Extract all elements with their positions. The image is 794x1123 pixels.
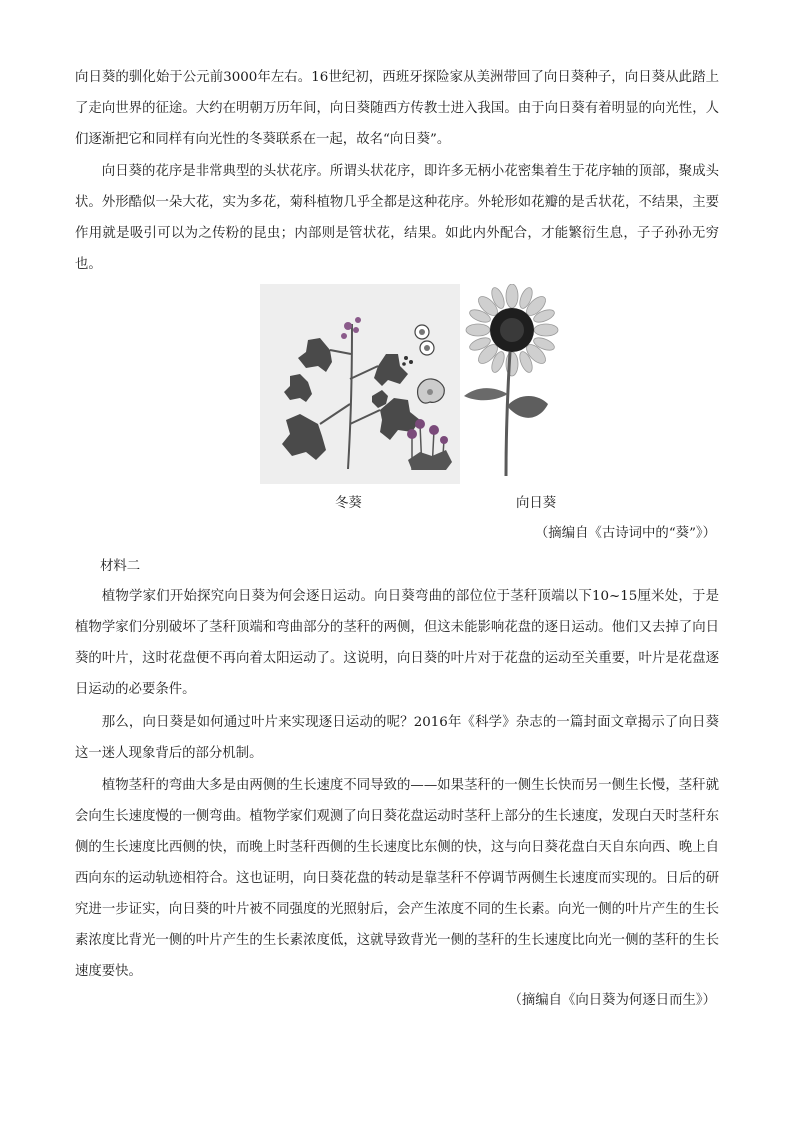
- paragraph-growth-mechanism: 植物茎秆的弯曲大多是由两侧的生长速度不同导致的——如果茎秆的一侧生长快而另一侧生长慢，茎秆就会向生长速度慢的一侧弯曲。植物学家们观测了向日葵花盘运动时茎秆上部分的生长速度，发现白天时茎秆东侧的生长速度比西侧的快，而晚上时茎秆西侧的生长速度比东侧的快，这与向日葵花盘白天自东向西、晚上自西向东的运动轨迹相符合。这也证明，向日葵花盘的转动是靠茎秆不停调节两侧生长速度而实现的。日后的研究进一步证实，向日葵的叶片被不同强度的光照射后，会产生浓度不同的生长素。向光一侧的叶片产生的生长素浓度比背光一侧的叶片产生的生长素浓度低，这就导致背光一侧的茎秆的生长速度比向光一侧的茎秆的生长速度要快。: [75, 778, 719, 979]
- paragraph-science-article: 那么，向日葵是如何通过叶片来实现逐日运动的呢？2016年《科学》杂志的一篇封面文章揭示了向日葵这一迷人现象背后的部分机制。: [75, 715, 719, 761]
- mallow-illustration: [260, 284, 460, 484]
- paragraph-inflorescence: 向日葵的花序是非常典型的头状花序。所谓头状花序，即许多无柄小花密集着生于花序轴的顶部，聚成头状。外形酷似一朵大花，实为多花，菊科植物几乎全都是这种花序。外轮形如花瓣的是舌状花，不结果，主要作用就是吸引可以为之传粉的昆虫；内部则是管状花，结果。如此内外配合，才能繁衍生息，子子孙孙无穷也。: [75, 164, 719, 272]
- section-heading-material-2: 材料二: [100, 559, 141, 574]
- caption-sunflower: 向日葵: [516, 496, 557, 511]
- paragraph-leaf-experiment: 植物学家们开始探究向日葵为何会逐日运动。向日葵弯曲的部位位于茎秆顶端以下10~15厘米处，于是植物学家们分别破坏了茎秆顶端和弯曲部分的茎秆的两侧，但这未能影响花盘的逐日运动。他们又去掉了向日葵的叶片，这时花盘便不再向着太阳运动了。这说明，向日葵的叶片对于花盘的运动至关重要，叶片是花盘逐日运动的必要条件。: [75, 589, 719, 697]
- source-citation-1: （摘编自《古诗词中的“葵”》）: [534, 526, 716, 541]
- paragraph-domestication: 向日葵的驯化始于公元前3000年左右。16世纪初，西班牙探险家从美洲带回了向日葵种子，向日葵从此踏上了走向世界的征途。大约在明朝万历年间，向日葵随西方传教士进入我国。由于向日葵有着明显的向光性，人们逐渐把它和同样有向光性的冬葵联系在一起，故名“向日葵”。: [75, 70, 719, 147]
- sunflower-illustration: [460, 284, 564, 476]
- caption-mallow: 冬葵: [335, 496, 362, 511]
- source-citation-2: （摘编自《向日葵为何逐日而生》）: [508, 993, 716, 1008]
